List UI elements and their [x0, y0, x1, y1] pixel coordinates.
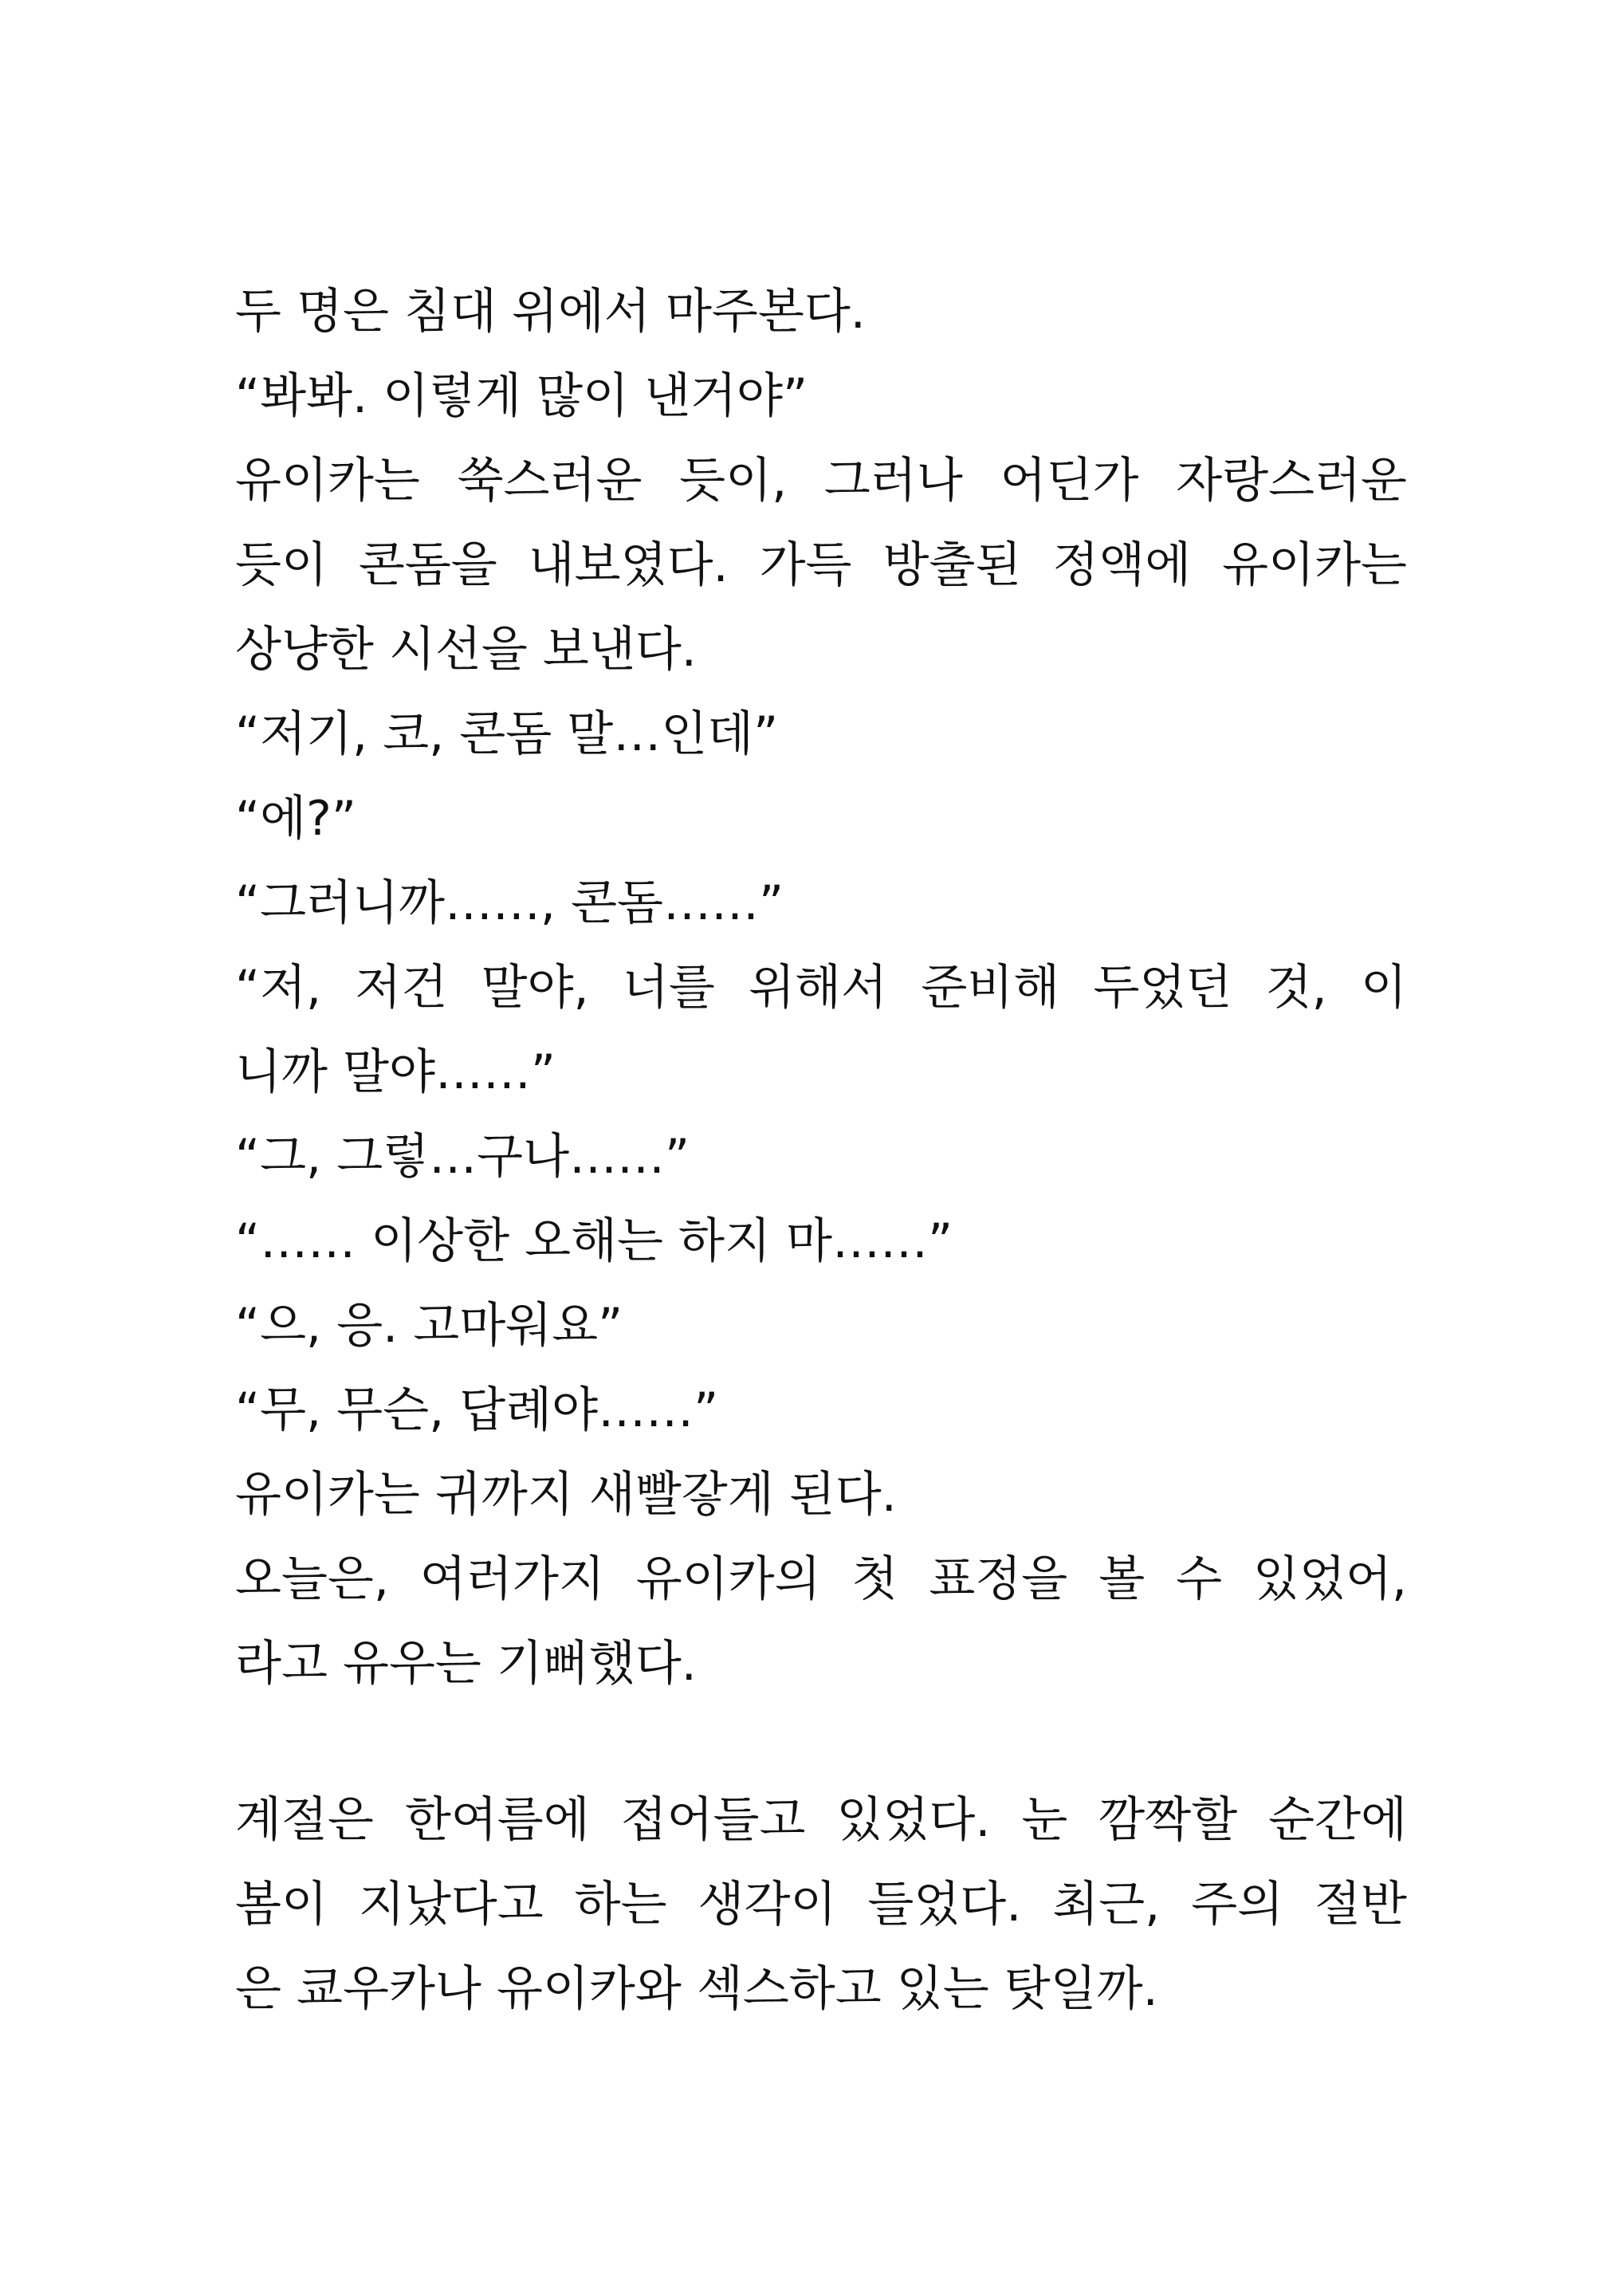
text-line: 듯이 콘돔을 내보였다. 가득 방출된 정액에 유이카는 — [235, 537, 1407, 593]
text-line: 유이카는 쑥스러운 듯이, 그러나 어딘가 자랑스러운 — [235, 453, 1407, 509]
text-line: 봄이 지났다고 하는 생각이 들었다. 최근, 주의 절반 — [235, 1877, 1407, 1932]
text-line: “그러니까……, 콘돔……” — [235, 875, 784, 931]
paragraph-1 — [235, 269, 1407, 1706]
text-line: “…… 이상한 오해는 하지 마……” — [235, 1213, 953, 1269]
text-line: “으, 응. 고마워요” — [235, 1298, 623, 1354]
text-line: 은 쿄우카나 유이카와 섹스하고 있는 탓일까. — [235, 1961, 1158, 2017]
text-line: “저, 저건 말야, 너를 위해서 준비해 두었던 것, 이 — [235, 960, 1407, 1016]
text-line: 상냥한 시선을 보낸다. — [235, 622, 697, 678]
text-line: 오늘은, 여러가지 유이카의 첫 표정을 볼 수 있었어, — [235, 1551, 1407, 1607]
text-line: 유이카는 귀까지 새빨갛게 된다. — [235, 1467, 897, 1523]
text-line: 라고 유우는 기뻐했다. — [235, 1636, 697, 1692]
text-line: 계절은 한여름에 접어들고 있었다. 눈 깜짝할 순간에 — [235, 1792, 1407, 1848]
text-line: “그, 그렇…구나……” — [235, 1129, 690, 1185]
text-line: 니까 말야……” — [235, 1044, 556, 1100]
text-line: “에?” — [235, 791, 356, 847]
text-line: “무, 무슨, 답례야……” — [235, 1382, 719, 1438]
paragraph-2 — [235, 1778, 1407, 2031]
text-line: 두 명은 침대 위에서 마주본다. — [235, 284, 866, 340]
text-line: “저기, 코, 콘돔 말…인데” — [235, 706, 779, 762]
text-line: “봐봐. 이렇게 많이 낸거야” — [235, 368, 808, 424]
